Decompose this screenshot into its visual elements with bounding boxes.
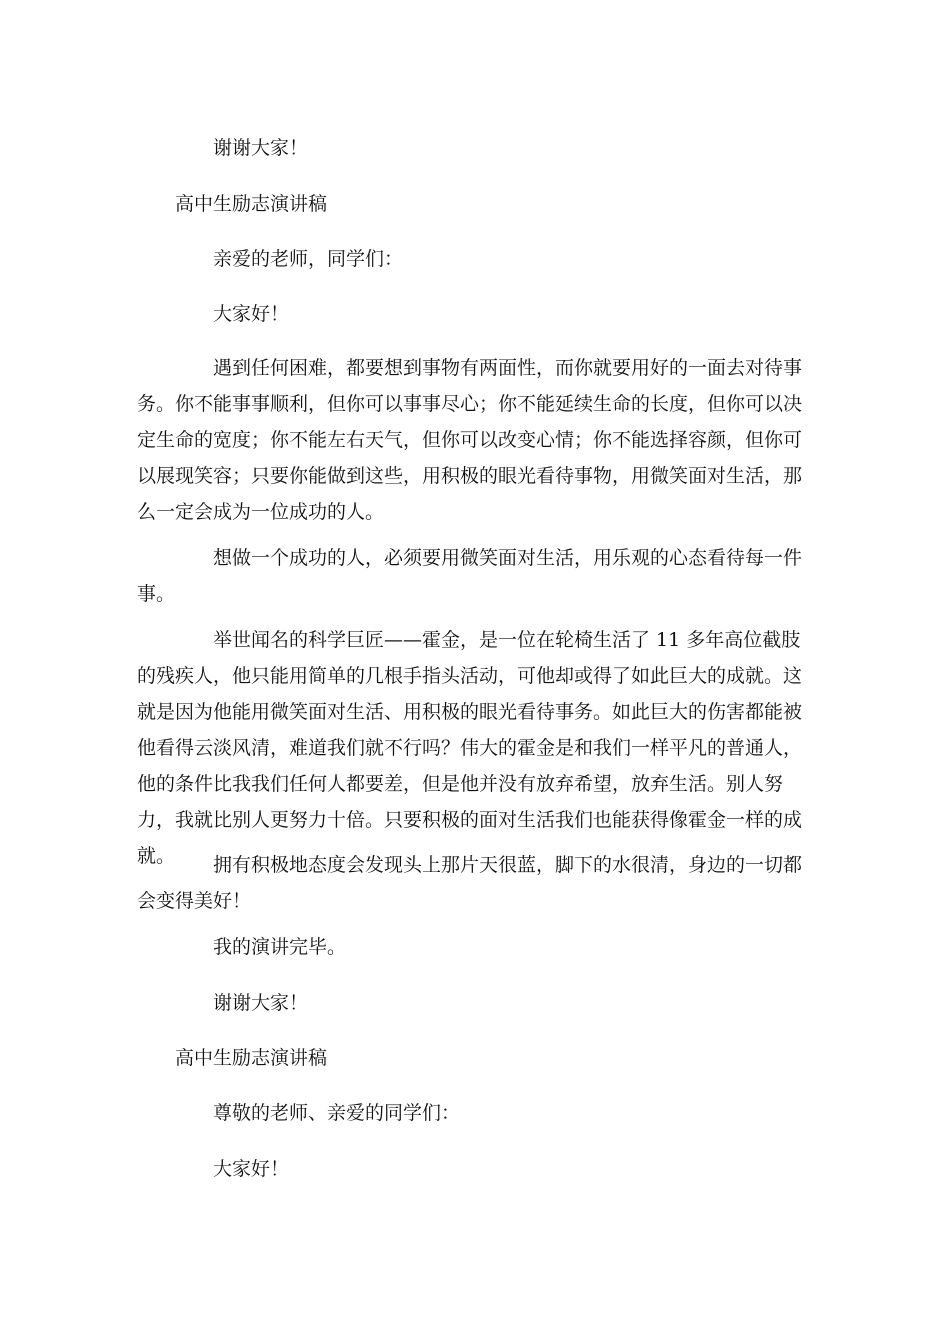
salutation: 亲爱的老师，同学们： — [213, 248, 404, 270]
salutation: 尊敬的老师、亲爱的同学们： — [213, 1102, 461, 1124]
speech-title: 高中生励志演讲稿 — [175, 1047, 328, 1069]
body-paragraph: 遇到任何困难，都要想到事物有两面性，而你就要用好的一面去对待事务。你不能事事顺利，但你可以事事尽心；你不能延续生命的长度，但你可以决定生命的宽度；你不能左右天气，但你可以改变心情；你不能选择容颜，但你可以展现笑容；只要你能做到这些，用积极的眼光看待事物，用微笑面对生活，那么一定会成为一位成功的人。 — [137, 357, 803, 523]
body-paragraph: 拥有积极地态度会发现头上那片天很蓝，脚下的水很清，身边的一切都会变得美好！ — [137, 854, 803, 912]
closing-thanks: 谢谢大家！ — [213, 137, 309, 159]
greeting: 大家好！ — [213, 1158, 290, 1180]
greeting: 大家好！ — [213, 303, 290, 325]
body-paragraph: 想做一个成功的人，必须要用微笑面对生活，用乐观的心态看待每一件事。 — [137, 547, 803, 605]
speech-title: 高中生励志演讲稿 — [175, 193, 328, 215]
body-paragraph: 举世闻名的科学巨匠——霍金，是一位在轮椅生活了 11 多年高位截肢的残疾人，他只能用简单的几根手指头活动，可他却或得了如此巨大的成就。这就是因为他能用微笑面对生活、用积极的眼光看待事务。如此巨大的伤害都能被他看得云淡风清，难道我们就不行吗？伟大的霍金是和我们一样平凡的普通人，他的条件比我我们任何人都要差，但是他并没有放弃希望，放弃生活。别人努力，我就比别人更努力十倍。只要积极的面对生活我们也能获得像霍金一样的成就。 — [137, 629, 803, 867]
closing-thanks: 谢谢大家！ — [213, 992, 309, 1014]
speech-ending: 我的演讲完毕。 — [213, 936, 347, 958]
